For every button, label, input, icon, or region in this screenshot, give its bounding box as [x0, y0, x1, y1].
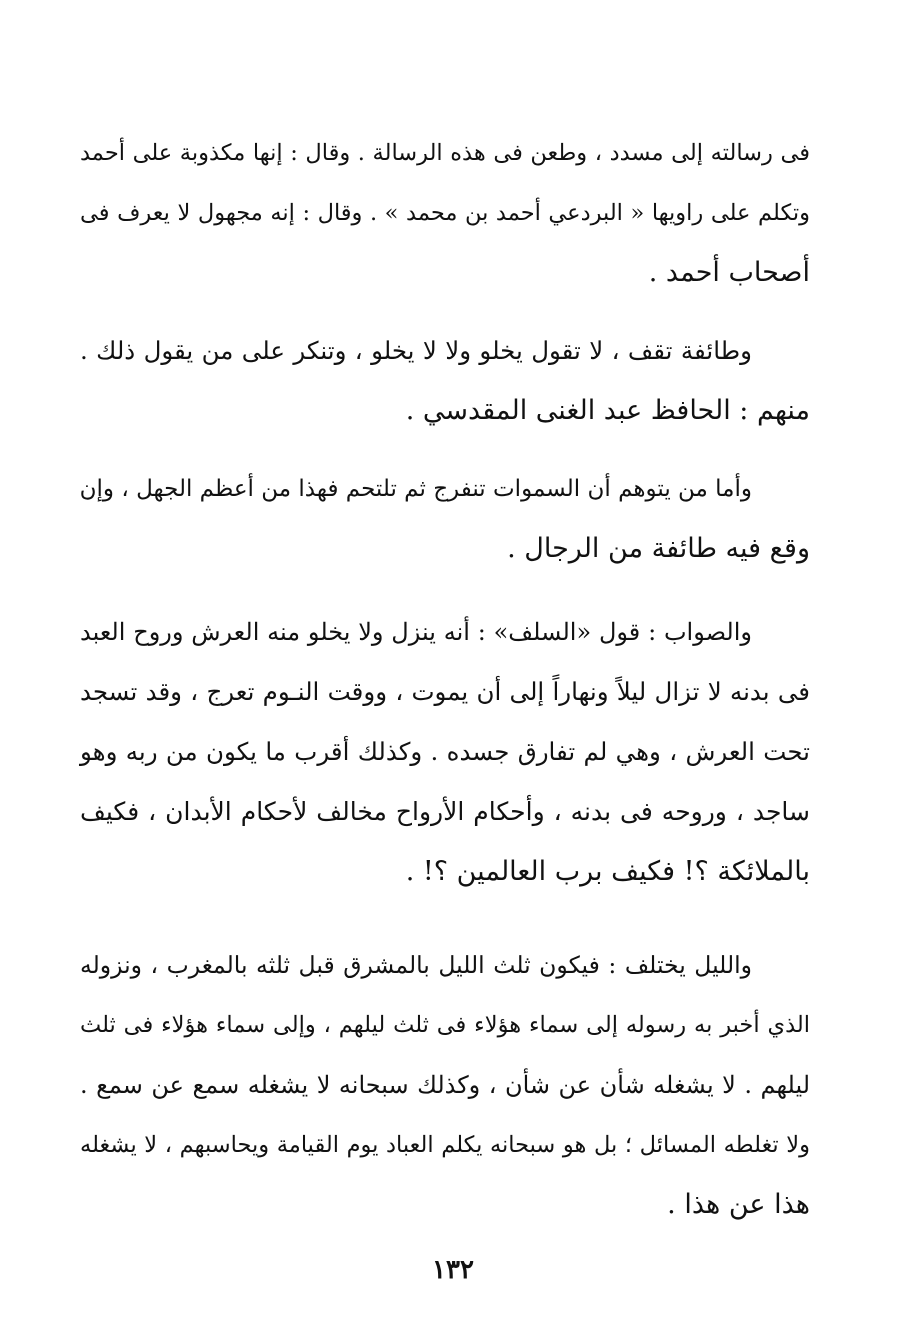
paragraph-line: فى رسالته إلى مسدد ، وطعن فى هذه الرسالة . وقال : إنها مكذوبة على أحمد: [80, 140, 810, 166]
paragraph-line: وقع فيه طائفة من الرجال .: [507, 533, 810, 564]
paragraph-line: وأما من يتوهم أن السموات تنفرج ثم تلتحم فهذا من أعظم الجهل ، وإن: [79, 476, 752, 502]
paragraph-line: ليلهم . لا يشغله شأن عن شأن ، وكذلك سبحانه لا يشغله سمع عن سمع .: [80, 1071, 810, 1099]
paragraph-line: الذي أخبر به رسوله إلى سماء هؤلاء فى ثلث ليلهم ، وإلى سماء هؤلاء فى ثلث: [80, 1012, 810, 1038]
paragraph-line: وتكلم على راويها « البردعي أحمد بن محمد » . وقال : إنه مجهول لا يعرف فى: [80, 200, 810, 226]
paragraph-line: والليل يختلف : فيكون ثلث الليل بالمشرق قبل ثلثه بالمغرب ، ونزوله: [80, 951, 752, 979]
paragraph-line: تحت العرش ، وهي لم تفارق جسده . وكذلك أقرب ما يكون من ربه وهو: [80, 737, 810, 766]
paragraph-line: فى بدنه لا تزال ليلاً ونهاراً إلى أن يموت ، ووقت النـوم تعرج ، وقد تسجد: [80, 677, 810, 706]
paragraph-line: هذا عن هذا .: [667, 1189, 810, 1220]
paragraph-line: ولا تغلطه المسائل ؛ بل هو سبحانه يكلم العباد يوم القيامة ويحاسبهم ، لا يشغله: [80, 1132, 810, 1158]
paragraph-line: ساجد ، وروحه فى بدنه ، وأحكام الأرواح مخالف لأحكام الأبدان ، فكيف: [80, 797, 810, 826]
paragraph-line: وطائفة تقف ، لا تقول يخلو ولا لا يخلو ، وتنكر على من يقول ذلك .: [80, 336, 752, 365]
paragraph-line: منهم : الحافظ عبد الغنى المقدسي .: [405, 395, 810, 426]
paragraph-1: [80, 123, 810, 303]
paragraph-4: [80, 602, 810, 902]
paragraph-line: بالملائكة ؟! فكيف برب العالمين ؟! .: [405, 856, 810, 887]
paragraph-2: [80, 321, 810, 441]
paragraph-5: [80, 935, 810, 1235]
paragraph-3: [80, 459, 810, 579]
page-number: ١٣٢: [432, 1255, 474, 1285]
paragraph-line: أصحاب أحمد .: [648, 257, 810, 288]
paragraph-line: والصواب : قول «السلف» : أنه ينزل ولا يخلو منه العرش وروح العبد: [80, 618, 752, 646]
